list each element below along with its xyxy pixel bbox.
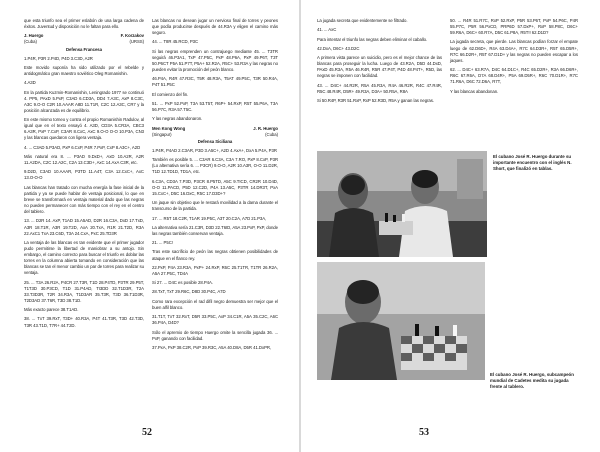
caption-top: El cubano José R. Huergo durante su importante encuentro con el inglés N. Short, que finalizó en tablas.: [493, 154, 572, 172]
page-number-left: 52: [142, 427, 152, 438]
text-paragraph: La jugada secreta que evidentemente se filtrado.: [317, 18, 408, 23]
text-paragraph: 6.C3A, CD3A 7.P3D, P3CR 8.P5TD, A5C 9.TICD, CR2R 10.D4D, O-O 11.PACD, P5D 12.C2D, P4A 13.A5C, P3TR 14.DR3T, PxA 15.CxC+, D5C 16.DxC, R5C 17.D3D+?: [152, 178, 278, 196]
text-paragraph: Más exacto parece 38.T1AD.: [24, 307, 79, 313]
player-name: J. Huergo: [24, 33, 44, 39]
text-paragraph: 1.P4R, P4AD 2.C3AR, P3D 3.A5C+, A2D 4.AxA+, DxA 5.P4A, P3R: [152, 147, 277, 153]
text-paragraph: La jugada secreta, que pierde. Las blancas podían forzar el empate luego de 62.D6D+, R4A 63.D4A+, R7C 64.D3R+, R5T 65.D5R+, R7C 66.D2R+, R5T 67.D1D+ y las negras no pueden escapar a los jaques.: [450, 39, 578, 63]
text-paragraph: En la partida Kuzmin-Romanishin, Leningrado 1977 se continuó 4. PP5, PAxD 5.PxP, C3AD 6.CD3A, DD4 7.A3C, AxP 8.C3C, A3C 9.O-O C2R 10.AAAR A8D 11.T1R, C2C 12.A3C, CR7 y la posición alcanzada es de equilibrio.: [24, 89, 144, 113]
text-paragraph: 28.TxT, TxT 29.R6C, D8D 30.P4C, A7D: [152, 289, 226, 295]
text-paragraph: Tras este sacrificio de peón las negras obtienen posibilidades de ataque en el flanco rey.: [152, 249, 278, 261]
text-paragraph: Y las blancas abandonan.: [450, 88, 499, 94]
opening-title: Defensa Francesa: [66, 46, 102, 52]
text-paragraph: 50. ... R4R 51.R7C, RxP 52.RxP, P5R 53.P6T, PxP 54.P6C, P4R 55.P7C, P5R 56.PxCD, PRP6D 57.DxP+, RxP 58.P8C, D6C+ 59.R6A, D6C+ 60.R7A, D5C 61.P8A, R5T!! 62.D1D?: [450, 18, 578, 36]
text-paragraph: 25. ... T3A 26.R2A, P4CR 27.T3R, T1D 28.P4TD, P3TR 29.P5T, T1T3D 30.P3CD, T1D 31.P4AD, TI3DD 32.T1D3R, T2A 33.T3D3R, T2R 34.R3A, T1D3AR 35.T3R, T3D 36.T1D3R, T2D3AD 37.T6R, T3D 38.T1D.: [24, 279, 144, 303]
left-column-2: [152, 18, 278, 354]
chess-player-photo-icon: [317, 262, 485, 380]
text-paragraph: 42.DxA, D6C+ 43.D2C: [317, 45, 360, 51]
text-paragraph: 43. ... D4C+ 44.R2R, R5A 45.R3A, R4A 46.R2R, R4C 47.R4R, R5C 48.R4R, D5R+ 49.R3A, D3A+ 50.R5A, R8A: [317, 82, 442, 94]
text-paragraph: 41. ... AxC: [317, 27, 337, 33]
opening-title: Defensa Siciliana: [197, 138, 233, 144]
page-number-right: 53: [419, 427, 429, 438]
text-paragraph: Si las negras emprenden un contrajuego mediante 45. ... T3TR seguirá 46.P3A1, TxP 47.P5C, PxP 48.P6A, PxP 49.P6T, T3T 50.P6CT P5A 51.P7T, P5A+ 52.R2A, R5C+ 53.R3A y las negras no pueden evitar la promoción del peón blanco.: [152, 48, 278, 73]
player-name: F. Korzakov: [120, 33, 144, 39]
player-country: (Cuba): [24, 39, 37, 45]
text-paragraph: A primera vista parece un suicidio, pero es el mejor chance de las blancas para proseguir la lucha. Luego de 43.R2A, D5D 44.DxD, PAxD 45.R3A, R5A 46.R4R, R5R 47.P4T, P4D 48.P4T+, R5D, las negras se imponen con facilidad.: [317, 55, 442, 79]
text-paragraph: También es posible 5. ... C3AR 6.C3A, C3A 7.RO, PxP 8.CxP, P3R (Lo alternativa sería 6. ... P3CR) 9.O-O, A2R 10.A3R, O-O 11.D2R, T1D 12.TD1D, TD1A, etc.: [152, 157, 278, 175]
text-paragraph: 62. ... D4C+ 63.R7A, D4C 64.D1C+, R4C 65.D2R+, R3A 66.D6R+, R6C 67.R6A, D7A 68.D4R+, P5A 69.D5R+, R6C 70.D1R+, R7C 71.R6A, D6C 72.D6A, R7T,: [450, 67, 578, 85]
text-paragraph: 22.PxP, P4A 23.R3A, PxP+ 24.RxP, R6C 25.T1TR, T1TR 26.R2A, A5A 27.P5C, TD4A: [152, 264, 278, 276]
player-name: Men Kong Wong: [152, 125, 186, 131]
text-paragraph: Las blancas no desean jugar un nervioso final de torres y peones que podía producirse después de 44.R3A y eligen el camino más seguro.: [152, 18, 278, 36]
text-paragraph: 1.P4R, P3R 2.P4D, P4D 3.C3D, A2R: [24, 55, 93, 61]
text-paragraph: Si 27. ... D4C es posible 28.P4A.: [152, 280, 213, 286]
text-paragraph: que esta triunfo sea el primer eslabón de una larga cadena de éxitos. Juventud y disposición no le faltan para ello.: [24, 18, 144, 30]
photo-huergo-short: [317, 151, 487, 257]
text-paragraph: 17. ... R5T 18.C2R, T1AR 19.P5C, A3T 20.C2A, A7D 21.P3A,: [152, 215, 267, 221]
text-paragraph: En este mismo torneo y contra el propio Romanishin Radulov, al igual que en el texto ensayó 4. A3D, CD3A 5.CR3A, CBC3 6.A3R, PxP 7.CxP, C3AR 8.CxC, AxC 9.O-O O-O 10.P3A, CN3 y las blancas quedaron con ligera ventaja.: [24, 117, 144, 141]
text-paragraph: La alternativa sería 21.C3R, D3D 22.T6ID, A5A 23.PxP, PxP, donde las negras también conservan ventaja.: [152, 224, 278, 236]
game-countries-row: [152, 132, 278, 138]
right-column-2: [450, 18, 578, 98]
text-paragraph: 51. ... PxP 52.PxP, T3A 53.T5T, R6P+ 54.RxP, R5T 55.P6A, T3A 56.P7C, R3A 57.T5C.: [152, 100, 278, 113]
text-paragraph: 37.PxA, PxP 38.C2R, PxP 39.R3C, A5A 40.D8A, D5R 41.DxPR,: [152, 344, 272, 350]
text-paragraph: Las blancas han tratado con mucha energía la fase inicial de la partida y ya se puede hablar de ventaja posicional, lo que en breve se transformará en ventaja material dado que las negras no pueden permanecer con más tiempo con el rey en el centro del tablero.: [24, 184, 144, 215]
text-paragraph: El comienzo del fin.: [152, 91, 189, 97]
text-paragraph: Para intentar el triunfo las negras deben eliminar el caballo.: [317, 36, 428, 42]
text-paragraph: 9.D2D, C3AD 10.AAAR, P3TD 11.A4T, C3A 12.CxC+, AxC 13.O-O-O: [24, 169, 144, 181]
chess-players-photo-icon: [317, 151, 487, 257]
player-country: (Singapur): [152, 131, 172, 137]
text-paragraph: 4.A3D: [24, 80, 36, 86]
text-paragraph: 21. ... P5C!: [152, 240, 173, 246]
text-paragraph: Y las negras abandonaron.: [152, 116, 203, 122]
text-paragraph: 4. ... C3AD 5.P3AD, PxP 6.CxP, P4R 7.PxP, CxP 8.A3C+, A2D: [24, 144, 141, 150]
text-paragraph: Este movido suponía ha sido utilizado por el rebelde y antidogmático gran maestro soviético Oleg Romanishin.: [24, 64, 144, 77]
text-paragraph: Sólo el apremio de tiempo Huergo omite la sencilla jugada 36. ... PxP, ganando con facilidad.: [152, 329, 278, 341]
text-paragraph: 13. ... D2R 14. AxP, T1AD 15.A5AD, D2R 16.C3A, DxD 17.TxD, A3R 18.T1R, A3R 19.T2D, AxA 20.TxA, R1R 21.T2D, R3A 22.AxC1 TxA 23.C6D, T3A 24.CxA, PxC 25.TD3R: [24, 218, 144, 236]
left-column-1: [24, 18, 144, 332]
text-paragraph: Si 50.R4P, R3R 51.RxP, RxP 52.R3D, R5A y ganan las negras.: [317, 98, 435, 104]
player-country: (Cuba): [265, 131, 278, 137]
caption-bottom: El cubano José R. Huergo, subcampeón mundial de Cadetes medita su jugada frente al tablero.: [490, 372, 574, 390]
text-paragraph: 44. ... T8R 45.RCD, P3C: [152, 39, 199, 45]
text-paragraph: Más natural era 8. ... P3AD 9.DxD+, AxD 10.A2R, A2R 11.A2DA, C2C 12.A2C, C2A 13.C3D+, AxC 14.AxA C3R, etc.: [24, 154, 144, 166]
game-countries-row: [24, 39, 144, 45]
right-column-1: [317, 18, 442, 107]
player-name: J. R. Huergo: [253, 125, 278, 131]
right-page: [300, 0, 600, 452]
text-paragraph: Un jaque sin objetivo que le restará movilidad a la dama durante el transcurso de la partida.: [152, 200, 278, 212]
photo-huergo-board: [317, 262, 485, 380]
text-paragraph: 46.P4A, R4R 47.R3C, T5R 48.R3A, T5AT 49.P5C, T3R 50.R4A, P4T 51.P5C: [152, 76, 278, 88]
text-paragraph: 38. ... TxT 39.RxT, T3D+ 40.R3A, P4T 41.T3R, T3D 42.T3D, T3R 43.T1D, T7R+ 44.T2D.: [24, 316, 144, 328]
text-paragraph: 31.T1T, TxT 32.RxT, D5R 33.P5C, AxP 34.C1R, A5A 35.C2C, A6C 36.P4A, D4D?: [152, 314, 278, 326]
player-country: (URSS): [129, 39, 144, 45]
text-paragraph: La ventaja de las blancas es tan evidente que el primer jugador pudo permitirse la libertad de maniobrar a su antojo. Sin embargo, el camino correcto para buscar el triunfo es doblar las torres en la columna abierta tomando en consideración que las blancas se tan el menor cambio un par de torres para realizar su ventaja.: [24, 239, 144, 276]
text-paragraph: Como rara excepción el rad difil negro demuestra ser mejor que el buen alfil blanco.: [152, 298, 278, 310]
